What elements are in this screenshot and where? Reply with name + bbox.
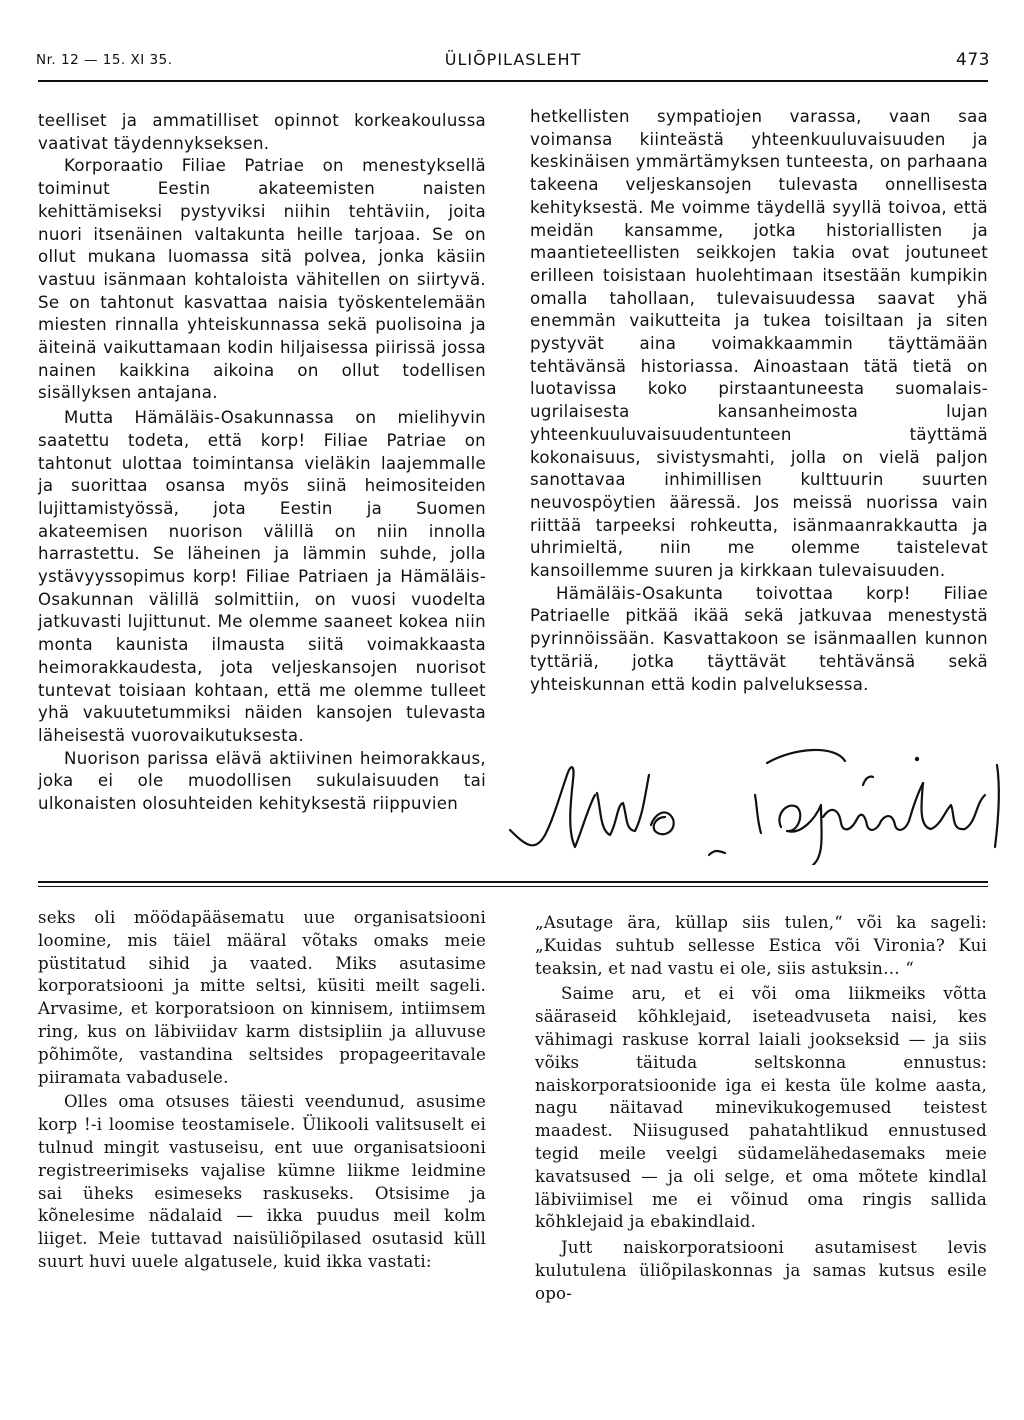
finnish-column-left: [38, 110, 486, 816]
page-number: 473: [956, 50, 990, 70]
running-header: [36, 48, 990, 74]
estonian-column-right: [535, 912, 987, 1306]
paragraph: Nuorison parissa elävä aktiivinen heimorakkaus, joka ei ole muodollisen sukulaisuuden tai ulkonaisten olosuhteiden kehityksestä riippuvien: [38, 748, 486, 814]
paragraph: seks oli möödapääsematu uue organisatsiooni loomine, mis täiel määral võtaks omaks meie püstitatud sihid ja vaated. Miks asutasime korporatsiooni ja mitte seltsi, küsiti meilt sageli. Arvasime, et korporatsioon on kinnisem, intiimsem ring, kus on läbiviidav karm distsipliin ja alluvuse põhimõte, vastandina seltsides propageeritavale piiramata vabadusele.: [38, 908, 486, 1087]
paragraph: Hämäläis-Osakunta toivottaa korp! Filiae Patriaelle pitkää ikää sekä jatkuvaa menestystä pyrinnöissään. Kasvattakoon se isänmaallen kunnon tyttäriä, jotka täyttävät tehtävänsä sekä yhteiskunnan että kodin palveluksessa.: [530, 583, 988, 694]
publication-title: ÜLIÕPILASLEHT: [444, 50, 582, 69]
paragraph: teelliset ja ammatilliset opinnot korkeakoulussa vaativat täydennykseksen.: [38, 111, 486, 153]
section-divider-top: [38, 881, 988, 883]
handwritten-signature: [505, 735, 1015, 865]
finnish-column-right: [530, 106, 988, 696]
paragraph: Jutt naiskorporatsiooni asutamisest levis kulutulena üliõpilaskonnas ja samas kutsus esile opo-: [535, 1238, 987, 1303]
header-rule: [38, 80, 988, 82]
paragraph: Korporaatio Filiae Patriae on menestyksellä toiminut Eestin akateemisten naisten kehittämiseksi pystyviksi niihin tehtäviin, joita nuori itsenäinen valtakunta heille tarjoaa. Se on ollut mukana luomassa sitä polvea, jonka käsiin vastuu isänmaan kohtaloista vähitellen on siirtyvä. Se on tahtonut kasvattaa naisia työskentelemään miesten rinnalla yhteiskunnassa sekä puolisoina ja äiteinä vaikuttamaan kodin hiljaisessa piirissä jossa nainen kaikkina aikoina on ollut todellisen sisällyksen antajana.: [38, 156, 486, 403]
issue-date: Nr. 12 — 15. XI 35.: [36, 52, 173, 68]
paragraph: Saime aru, et ei või oma liikmeiks võtta sääraseid kõhklejaid, iseteadvuseta naisi, kes vähimagi raskuse korral laiali jookseksid — ja siis võiks täituda seltskonna ennustus: naiskorporatsioonide iga ei kesta üle kolme aasta, nagu näitavad minevikukogemused teistest maadest. Niisugused pahatahtlikud ennustused tegid meile veelgi südamelähedasemaks meie kavatsused — ja oli selge, et oma mõtete kindlal läbiviimisel me ei võinud oma ringis sallida kõhklejaid ja ebakindlaid.: [535, 984, 987, 1232]
paragraph: Mutta Hämäläis-Osakunnassa on mielihyvin saatettu todeta, että korp! Filiae Patriae on tahtonut ulottaa toimintansa vieläkin laajemmalle ja suorittaa osansa myös siinä heimositeiden lujittamistyössä, jota Eestin ja Suomen akateemisen nuorison välillä on niin innolla harrastettu. Se läheinen ja lämmin suhde, jolla ystävyyssopimus korp! Filiae Patriaen ja Hämäläis-Osakunnan välillä solmittiin, on vuosi vuodelta jatkuvasti lujittunut. Me olemme saaneet kokea niin monta kaunista ilmausta siitä voimakkaasta heimorakkaudesta, jota veljeskansojen nuorisot tuntevat toisiaan kohtaan, että me olemme tulleet yhä vakuutetummiksi näiden kansojen tulevasta läheisestä vuorovaikutuksesta.: [38, 408, 486, 745]
paragraph: „Asutage ära, küllap siis tulen,“ või ka sageli: „Kuidas suhtub sellesse Estica või Vironia? Kui teaksin, et nad vastu ei ole, siis astuksin… “: [535, 913, 987, 978]
paragraph: Olles oma otsuses täiesti veendunud, asusime korp !-i loomise teostamisele. Ülikooli valitsuselt ei tulnud mingit vastuseisu, ent uue organisatsiooni registreerimiseks vajalise kümne liikme leidmine sai üheks esimeseks raskuseks. Otsisime ja kõnelesime nädalaid — ikka puudus meil kolm liiget. Meie tuttavad naisüliõpilased osutasid küll suurt huvi uuele algatusele, kuid ikka vastati:: [38, 1092, 486, 1271]
section-divider-bottom: [38, 886, 988, 887]
paragraph: hetkellisten sympatiojen varassa, vaan saa voimansa kiinteästä yhteenkuuluvaisuuden ja keskinäisen ymmärtämyksen tunteesta, on parhaana takeena veljeskansojen tulevasta onnellisesta kehityksestä. Me voimme täydellä syyllä toivoa, että meidän kansamme, jotka historiallisten ja maantieteellisten seikkojen takia ovat joutuneet erilleen toisistaan huolehtimaan itsestään kumpikin omalla tahollaan, tulevaisuudessa saavat yhä enemmän vaikutteita ja tukea toisiltaan ja siten pystyvät aina voimakkaammin täyttämään tehtävänsä historiassa. Ainoastaan tätä tietä on luotavissa koko pirstaantuneesta suomalais-ugrilaisesta kansanheimosta lujan yhteenkuuluvaisuudentunteen täyttämä kokonaisuus, sivistysmahti, jolla on vielä paljon sanottavaa inhimillisen kulttuurin suurten neuvospöytien ääressä. Jos meissä nuorissa vain riittää tarpeeksi rohkeutta, isänmaanrakkautta ja uhrimieltä, niin me olemme taistelevat kansoillemme suuren ja kirkkaan tulevaisuuden.: [530, 107, 988, 581]
estonian-column-left: [38, 907, 486, 1274]
